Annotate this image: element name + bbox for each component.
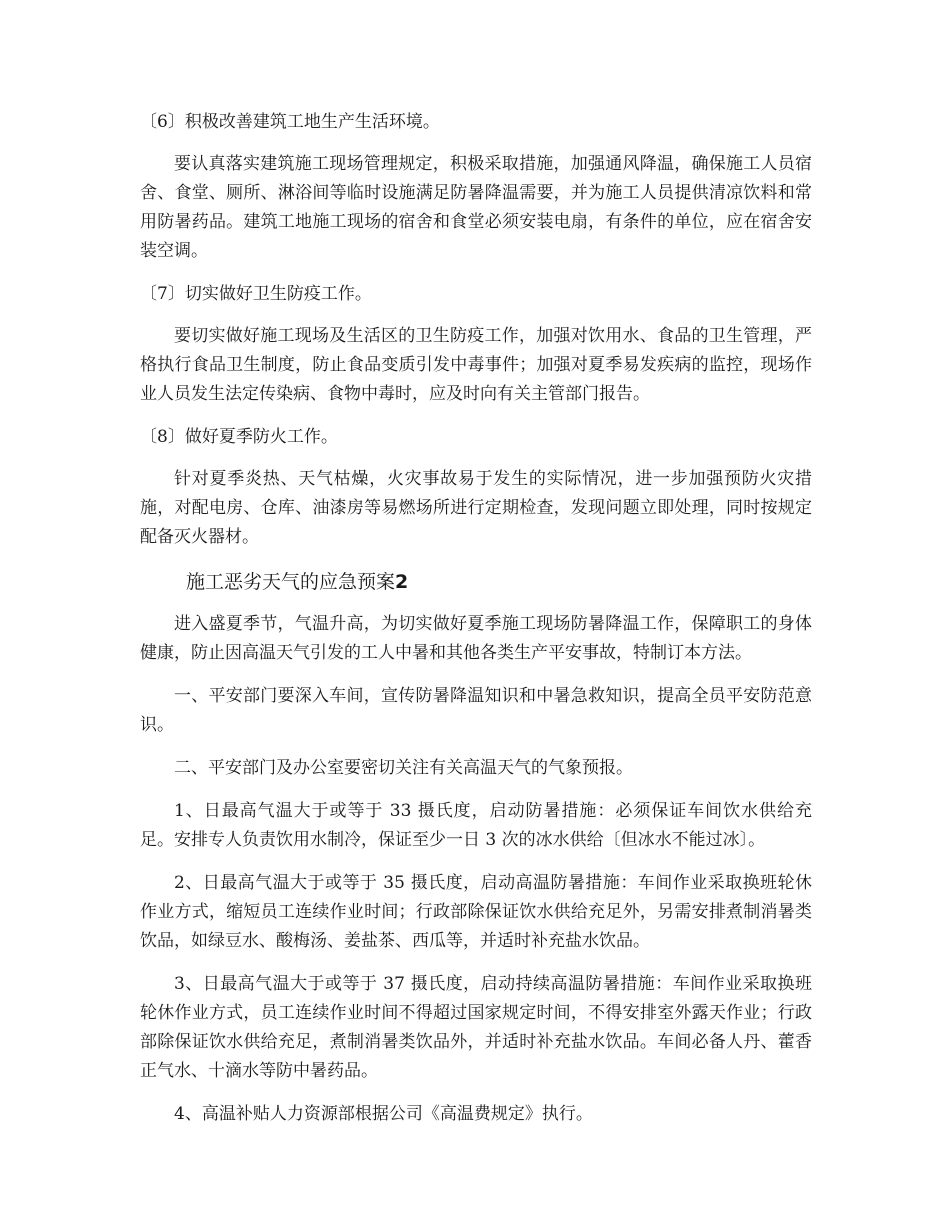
paragraph-fire-prevention: 针对夏季炎热、天气枯燥，火灾事故易于发生的实际情况，进一步加强预防火灾措施，对配电房、仓库、油漆房等易燃场所进行定期检查，发现问题立即处理，同时按规定配备灭火器材。 (140, 469, 812, 547)
paragraph-measure-35: 2、日最高气温大于或等于 35 摄氏度，启动高温防暑措施：车间作业采取换班轮休作业方式，缩短员工连续作业时间；行政部除保证饮水供给充足外，另需安排煮制消暑类饮品，如绿豆水、酸梅汤、姜盐茶、西瓜等，并适时补充盐水饮品。 (140, 873, 812, 951)
paragraph-site-environment: 要认真落实建筑施工现场管理规定，积极采取措施，加强通风降温，确保施工人员宿舍、食堂、厕所、淋浴间等临时设施满足防暑降温需要，并为施工人员提供清凉饮料和常用防暑药品。建筑工地施工现场的宿舍和食堂必须安装电扇，有条件的单位，应在宿舍安装空调。 (140, 154, 812, 261)
paragraph-point-2: 二、平安部门及办公室要密切关注有关高温天气的气象预报。 (174, 758, 633, 778)
section-item-7: 〔7〕切实做好卫生防疫工作。 (140, 284, 372, 304)
paragraph-measure-33: 1、日最高气温大于或等于 33 摄氏度，启动防暑措施：必须保证车间饮水供给充足。安排专人负责饮用水制冷，保证至少一日 3 次的冰水供给〔但冰水不能过冰〕。 (140, 801, 812, 850)
heading-number: 2 (395, 571, 409, 593)
paragraph-subsidy: 4、高温补贴人力资源部根据公司《高温费规定》执行。 (174, 1104, 593, 1124)
section-item-8: 〔8〕做好夏季防火工作。 (140, 427, 338, 447)
section-heading (140, 566, 812, 598)
paragraph-epidemic-prevention: 要切实做好施工现场及生活区的卫生防疫工作，加强对饮用水、食品的卫生管理，严格执行食品卫生制度，防止食品变质引发中毒事件；加强对夏季易发疾病的监控，现场作业人员发生法定传染病、食物中毒时，应及时向有关主管部门报告。 (140, 326, 812, 404)
section-item-6: 〔6〕积极改善建筑工地生产生活环境。 (140, 112, 440, 132)
document-page (140, 108, 812, 1143)
paragraph-point-1: 一、平安部门要深入车间，宣传防暑降温知识和中暑急救知识，提高全员平安防范意识。 (140, 686, 812, 735)
heading-title: 施工恶劣天气的应急预案 (186, 571, 396, 593)
paragraph-intro: 进入盛夏季节，气温升高，为切实做好夏季施工现场防暑降温工作，保障职工的身体健康，防止因高温天气引发的工人中暑和其他各类生产平安事故，特制订本方法。 (140, 614, 812, 663)
paragraph-measure-37: 3、日最高气温大于或等于 37 摄氏度，启动持续高温防暑措施：车间作业采取换班轮休作业方式，员工连续作业时间不得超过国家规定时间，不得安排室外露天作业；行政部除保证饮水供给充足，煮制消暑类饮品外，并适时补充盐水饮品。车间必备人丹、藿香正气水、十滴水等防中暑药品。 (140, 974, 812, 1081)
